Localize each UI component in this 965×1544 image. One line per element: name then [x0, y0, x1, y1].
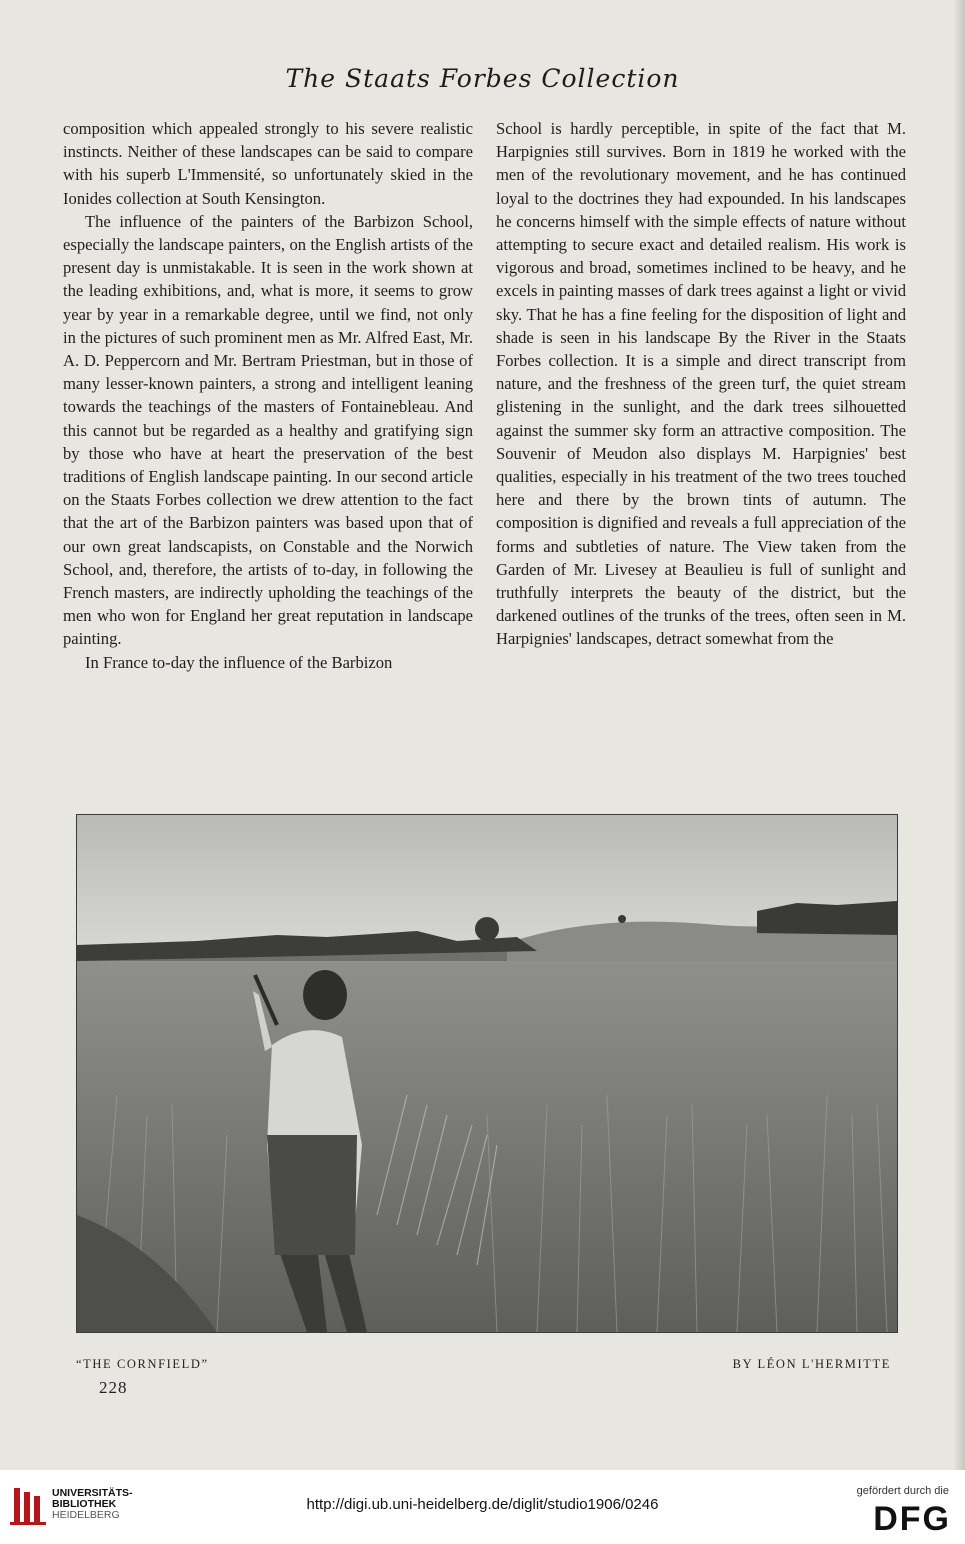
library-name-line-3: HEIDELBERG [52, 1509, 120, 1521]
lone-tree [475, 917, 499, 941]
page-number: 228 [99, 1378, 128, 1397]
left-paragraph-1: composition which appealed strongly to his severe realistic instincts. Neither of these landscapes can be said to compare with his superb L'Immensité, so unfortunately skied in the Ionides collection at South Kensington. [63, 119, 473, 208]
running-head: The Staats Forbes Collection [285, 64, 680, 93]
caption-artist: BY LÉON L'HERMITTE [732, 1357, 891, 1371]
distant-tree [618, 915, 626, 923]
right-text-column [496, 117, 906, 651]
cornfield-painting [77, 815, 897, 1332]
library-name-line-1: UNIVERSITÄTS- [52, 1487, 133, 1499]
caption-title: “THE CORNFIELD” [76, 1357, 209, 1371]
source-url-link[interactable]: http://digi.ub.uni-heidelberg.de/diglit/studio1906/0246 [306, 1496, 659, 1513]
left-paragraph-2: The influence of the painters of the Barbizon School, especially the landscape painters, on the English artists of the present day is unmistakable. It is seen in the work shown at the leading exhibitions, and, what is more, it seems to grow year by year in a remarkable degree, until we find, not only in the pictures of such prominent men as Mr. Alfred East, Mr. A. D. Peppercorn and Mr. Bertram Priestman, but in those of many lesser-known painters, a strong and intelligent leaning towards the teachings of the masters of Fontainebleau. And this cannot but be regarded as a healthy and gratifying sign by those who have at heart the preservation of the best traditions of English landscape painting. In our second article on the Staats Forbes collection we drew attention to the fact that the art of the Barbizon painters was based upon that of our own great landscapists, on Constable and the Norwich School, and, therefore, the artists of to-day, in following the French masters, are indirectly upholding the teachings of the men who won for England her great reputation in landscape painting. [63, 211, 473, 649]
cornfield-illustration [76, 814, 898, 1333]
library-name-line-2: BIBLIOTHEK [52, 1498, 117, 1510]
dfg-logo: DFG [873, 1500, 951, 1538]
funded-by-label: gefördert durch die [856, 1485, 949, 1497]
left-paragraph-3: In France to-day the influence of the Barbizon [85, 652, 393, 672]
page-edge-shadow [955, 0, 965, 1470]
right-paragraph-1: School is hardly perceptible, in spite of the fact that M. Harpignies still survives. Born in 1819 he worked with the men of the revolutionary movement, and he has continued loyal to the doctrines they had expounded. In his landscapes he concerns himself with the simple effects of nature without attempting to secure exact and detailed realism. His work is vigorous and broad, sometimes inclined to be heavy, and he excels in painting masses of dark trees against a light or vivid sky. That he has a fine feeling for the disposition of light and shade is seen in his landscape By the River in the Staats Forbes collection. It is a simple and direct transcript from nature, and the freshness of the green turf, the quiet stream glistening in the sunlight, and the dark trees silhouetted against the summer sky form an attractive composition. The Souvenir of Meudon also displays M. Harpignies' best qualities, especially in his treatment of the two trees touched here and there by the brown tints of autumn. The composition is dignified and reveals a full appreciation of the forms and subtleties of nature. The View taken from the Garden of Mr. Livesey at Beaulieu is full of sunlight and truthfully interprets the beauty of the district, but the darkened outlines of the trunks of the trees, often seen in M. Harpignies' landscapes, detract somewhat from the [496, 119, 906, 649]
left-text-column [63, 117, 473, 674]
reaper-trousers [267, 1135, 357, 1255]
reaper-head [303, 970, 347, 1020]
